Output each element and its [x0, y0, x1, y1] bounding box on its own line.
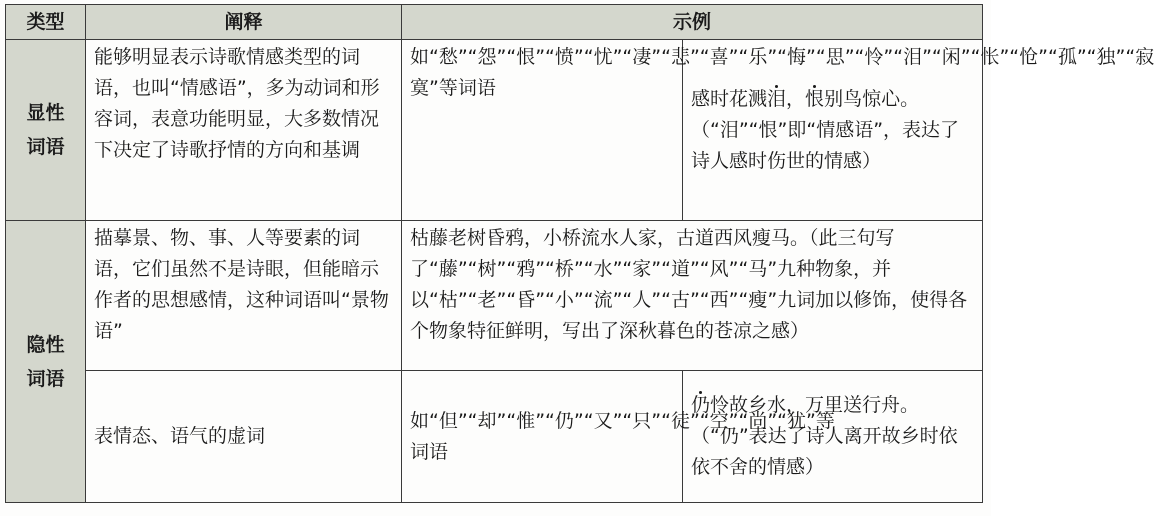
table-row — [6, 371, 983, 503]
example-poem — [691, 390, 974, 421]
header-explanation: 阐释 — [86, 5, 402, 40]
poem-text: 怜故乡水，万里送行舟。 — [710, 394, 920, 416]
example-note: （“仍”表达了诗人离开故乡时依依不舍的情感） — [691, 425, 958, 478]
header-example: 示例 — [402, 5, 983, 40]
poem-text: ， — [786, 87, 806, 110]
example-cell — [402, 221, 983, 371]
type-label-line2: 词语 — [26, 136, 65, 158]
header-type: 类型 — [6, 5, 86, 40]
emphasis-word: 泪 — [767, 87, 787, 110]
type-cell-explicit — [6, 40, 86, 221]
example-poem — [691, 84, 974, 115]
poetry-word-table — [5, 4, 1154, 503]
poem-text: 感时花溅 — [691, 87, 768, 110]
example-cell — [683, 371, 983, 503]
example-note: （“泪”“恨”即“情感语”，表达了诗人感时伤世的情感） — [691, 118, 960, 172]
emphasis-word: 仍 — [691, 394, 711, 416]
example-note: （此三句写了“藤”“树”“鸦”“桥”“水”“家”“道”“风”“马”九种物象，并以“枯”“老”“昏”“小”“流”“人”“古”“西”“瘦”九词加以修饰，使得各个物象特征鲜明，写出了深秋暮色的苍凉之感） — [410, 227, 968, 342]
type-label-line2: 词语 — [26, 367, 65, 390]
table-row — [6, 40, 983, 221]
type-label-line1: 显性 — [26, 102, 65, 124]
type-label-line1: 隐性 — [26, 333, 65, 356]
words-cell: 如“但”“却”“惟”“仍”“又”“只”“徒”“空”“尚”“犹”等词语 — [402, 371, 683, 503]
example-poem: 枯藤老树昏鸦，小桥流水人家，古道西风瘦马。 — [410, 227, 810, 249]
type-cell-implicit — [6, 221, 86, 503]
table-row — [6, 221, 983, 371]
explanation-cell: 能够明显表示诗歌情感类型的词语，也叫“情感语”，多为动词和形容词，表意功能明显，大多数情况下决定了诗歌抒情的方向和基调 — [86, 40, 402, 221]
explanation-cell: 表情态、语气的虚词 — [86, 371, 402, 503]
explanation-cell: 描摹景、物、事、人等要素的词语，它们虽然不是诗眼，但能暗示作者的思想感情，这种词语叫“景物语” — [86, 221, 402, 371]
poem-text: 别鸟惊心。 — [824, 87, 920, 110]
words-cell: 如“愁”“怨”“恨”“愤”“忧”“凄”“悲”“喜”“乐”“悔”“思”“怜”“泪”“闲”“怅”“怆”“孤”“独”“寂寞”等词语 — [402, 40, 683, 221]
header-row — [6, 5, 983, 40]
emphasis-word: 恨 — [805, 87, 825, 110]
